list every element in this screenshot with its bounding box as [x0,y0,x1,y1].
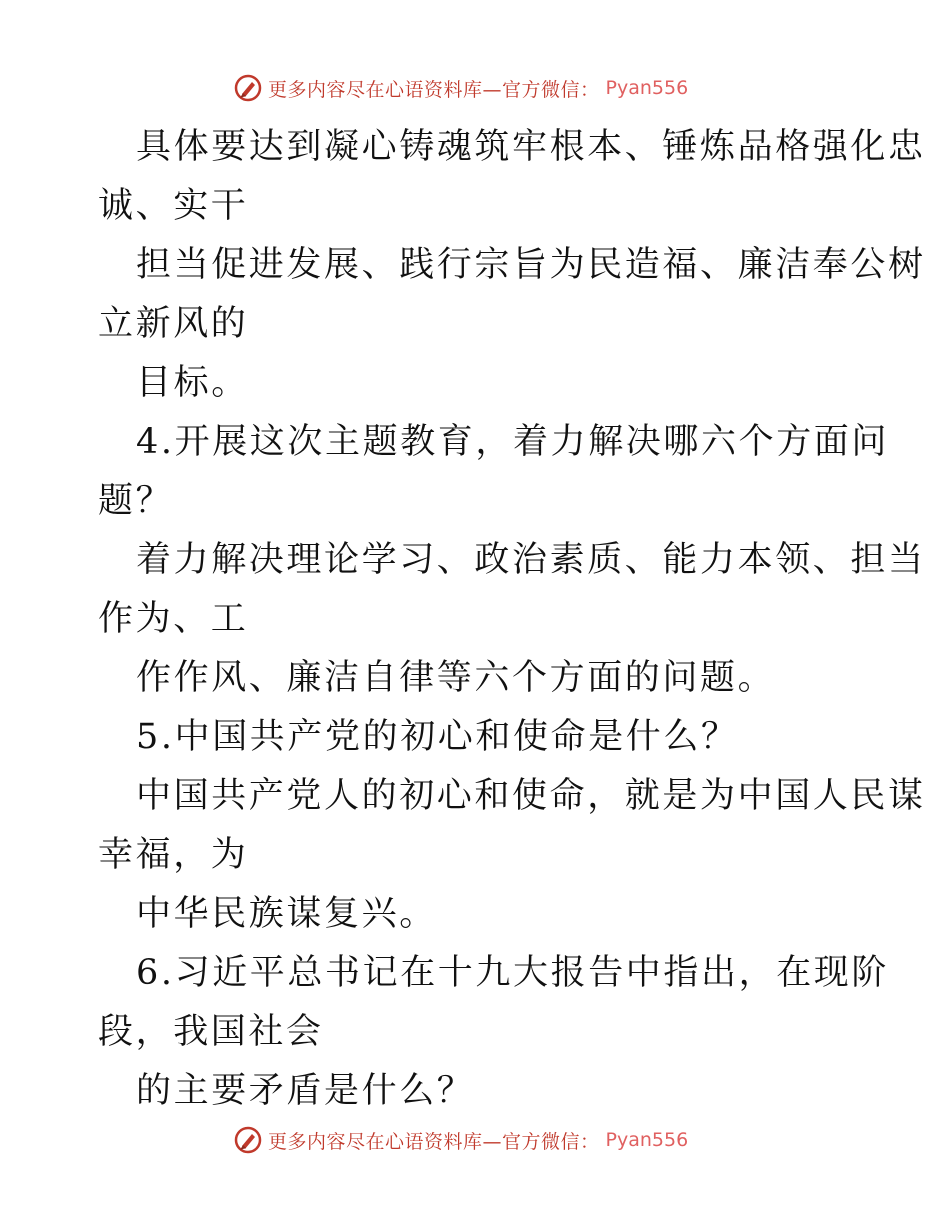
text-line: 立新风的 [98,304,249,344]
text-line: 目标。 [136,363,249,403]
banner-wechat-id: Pyan556 [605,1129,689,1151]
text-line: 具体要达到凝心铸魂筑牢根本、锤炼品格强化忠 [136,127,926,167]
banner-text: 更多内容尽在心语资料库—官方微信： [268,1130,600,1153]
question-line: 段，我国社会 [98,1012,324,1052]
question-line: 4.开展这次主题教育，着力解决哪六个方面问 [136,422,889,462]
header-banner [234,74,688,102]
text-line: 作作风、廉洁自律等六个方面的问题。 [136,658,776,698]
pen-logo-icon [234,74,262,102]
question-line: 5.中国共产党的初心和使命是什么？ [136,717,739,757]
text-line: 担当促进发展、践行宗旨为民造福、廉洁奉公树 [136,245,926,285]
text-line: 中华民族谋复兴。 [136,894,437,934]
text-line: 着力解决理论学习、政治素质、能力本领、担当 [136,540,926,580]
document-body [98,118,926,1121]
text-line: 中国共产党人的初心和使命，就是为中国人民谋 [136,776,926,816]
question-line: 题？ [98,481,174,521]
text-line: 幸福，为 [98,835,249,875]
text-line: 诚、实干 [98,186,249,226]
banner-text: 更多内容尽在心语资料库—官方微信： [268,78,600,101]
footer-banner [234,1126,688,1154]
banner-wechat-id: Pyan556 [605,77,689,99]
text-line: 作为、工 [98,599,249,639]
question-line: 的主要矛盾是什么？ [136,1071,475,1111]
pen-logo-icon [234,1126,262,1154]
question-line: 6.习近平总书记在十九大报告中指出，在现阶 [136,953,889,993]
